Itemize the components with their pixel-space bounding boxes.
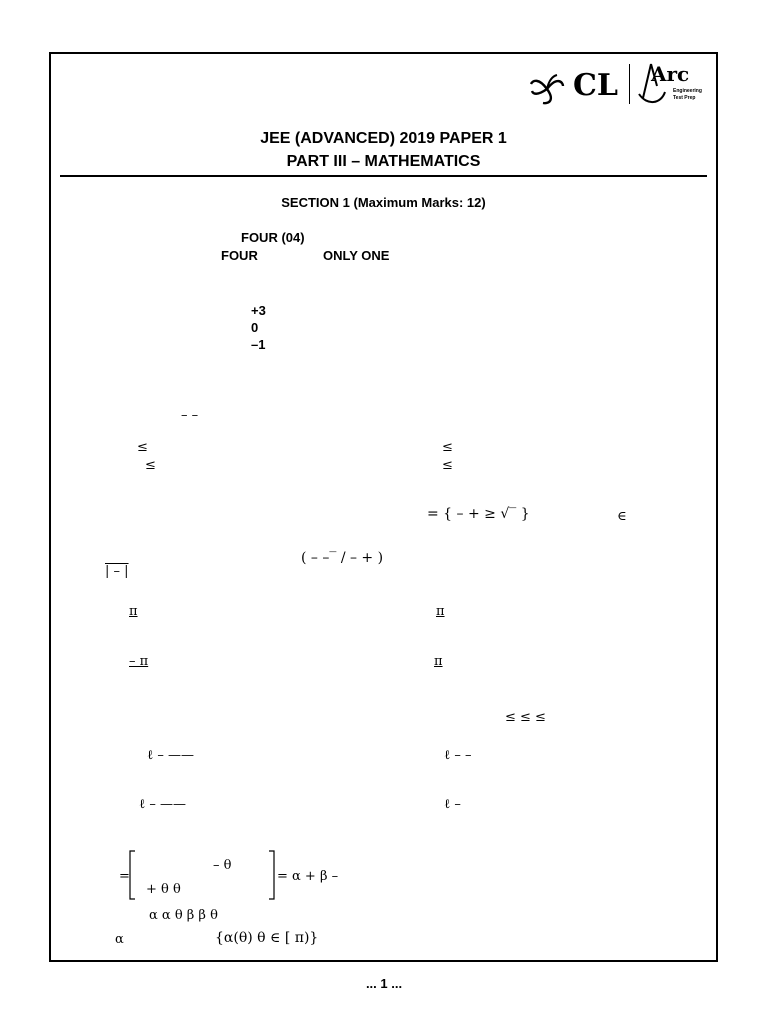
q1-option-d: ≤ bbox=[442, 458, 453, 473]
section-heading: SECTION 1 (Maximum Marks: 12) bbox=[281, 195, 486, 210]
q3-option-d: ℓ – bbox=[444, 797, 461, 812]
options-count: FOUR bbox=[221, 248, 258, 263]
arc-logo-sub1: Engineering bbox=[673, 88, 702, 94]
q4-set: {α(θ) θ ∈ [ π)} bbox=[215, 930, 319, 946]
part-title: PART III – MATHEMATICS bbox=[286, 153, 481, 170]
arc-logo-text: Arc bbox=[651, 62, 690, 86]
cl-logo-text: CL bbox=[573, 68, 618, 103]
q3-option-a: ℓ – —— bbox=[147, 748, 194, 763]
page-number: ... 1 ... bbox=[365, 976, 403, 991]
cl-logo bbox=[529, 68, 629, 108]
q2-in: ∈ bbox=[617, 509, 627, 524]
marks-full: +3 bbox=[251, 303, 266, 318]
q4-coeffs: α α θ β β θ bbox=[149, 908, 218, 923]
page-frame bbox=[49, 52, 718, 962]
q2-option-d: π bbox=[434, 654, 443, 669]
title-rule bbox=[60, 175, 707, 177]
q2-option-c: – π bbox=[129, 654, 149, 669]
q4-matrix-row1: – θ bbox=[213, 858, 232, 873]
q2-abs: | – | bbox=[105, 564, 129, 579]
q2-matrix: ( – –‾ / – + ) bbox=[301, 550, 384, 566]
marks-zero: 0 bbox=[251, 320, 259, 335]
marks-negative: –1 bbox=[251, 337, 266, 352]
q4-equals: = bbox=[119, 869, 130, 884]
question-count: FOUR (04) bbox=[241, 230, 305, 245]
q3-range: ≤ ≤ ≤ bbox=[505, 710, 546, 725]
q4-matrix-row2: + θ θ bbox=[146, 882, 181, 897]
q1-option-c: ≤ bbox=[145, 458, 156, 473]
paper-title: JEE (ADVANCED) 2019 PAPER 1 bbox=[260, 130, 507, 147]
q2-option-a: π bbox=[129, 604, 138, 619]
q1-option-a: ≤ bbox=[137, 440, 148, 455]
only-one: ONLY ONE bbox=[323, 248, 390, 263]
q3-option-c: ℓ – —— bbox=[139, 797, 186, 812]
q1-minus: – – bbox=[181, 408, 199, 423]
q2-set: = { – + ≥ √‾ } bbox=[427, 506, 530, 522]
arc-logo bbox=[637, 60, 717, 110]
q2-option-b: π bbox=[436, 604, 445, 619]
logo-divider bbox=[629, 64, 630, 104]
q4-alpha: α bbox=[115, 932, 124, 947]
swirl-icon bbox=[529, 72, 565, 106]
q4-rhs: = α + β – bbox=[277, 869, 339, 884]
q1-option-b: ≤ bbox=[442, 440, 453, 455]
q3-option-b: ℓ – – bbox=[444, 748, 472, 763]
arc-logo-sub2: Test Prep bbox=[673, 95, 696, 101]
